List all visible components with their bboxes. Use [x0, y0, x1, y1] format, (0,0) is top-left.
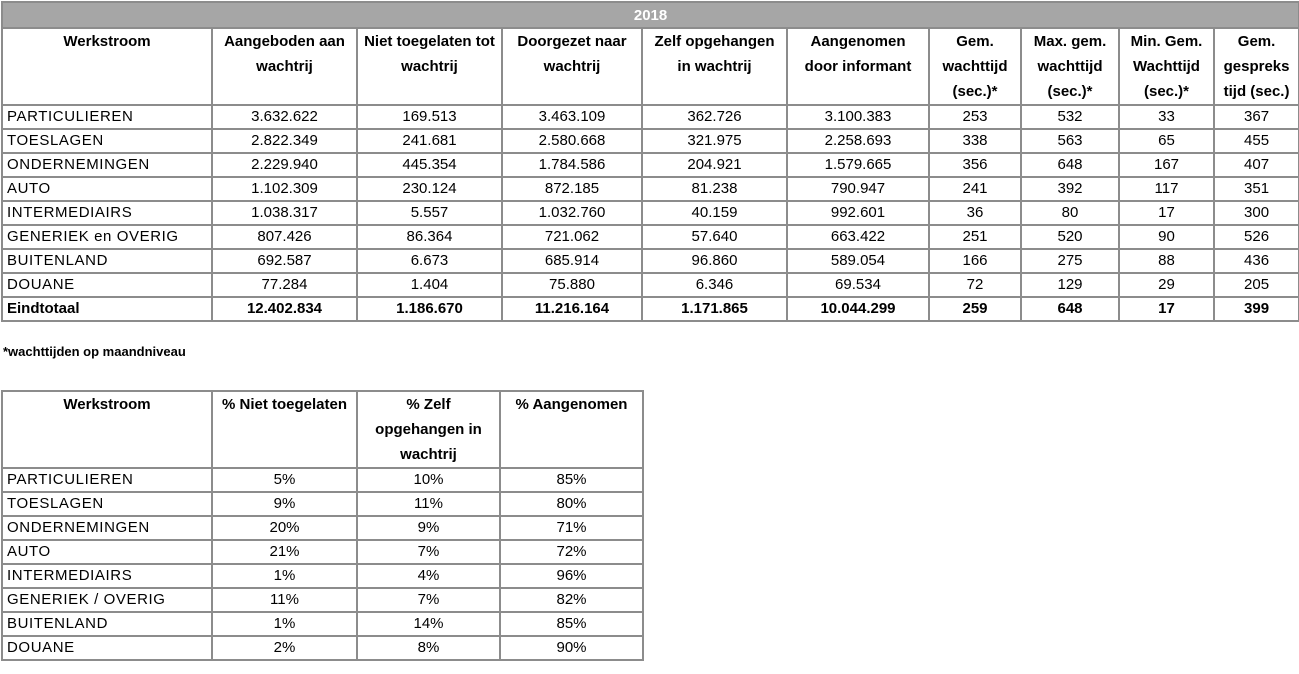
table-row — [2, 468, 643, 492]
table-row — [2, 564, 643, 588]
cell-value: 88 — [1119, 249, 1214, 273]
cell-value: 85% — [500, 612, 643, 636]
col-header-zelf-opgehangen: Zelf opgehangen in wachtrij — [642, 28, 787, 105]
cell-value: 3.463.109 — [502, 105, 642, 129]
row-label: PARTICULIEREN — [2, 105, 212, 129]
cell-value: 241.681 — [357, 129, 502, 153]
col-header-aangenomen: Aangenomen door informant — [787, 28, 929, 105]
row-label: AUTO — [2, 540, 212, 564]
cell-value: 1% — [212, 612, 357, 636]
cell-value: 33 — [1119, 105, 1214, 129]
cell-value: 1.404 — [357, 273, 502, 297]
cell-value: 338 — [929, 129, 1021, 153]
row-label: PARTICULIEREN — [2, 468, 212, 492]
col-header-aangeboden: Aangeboden aan wachtrij — [212, 28, 357, 105]
cell-value: 5% — [212, 468, 357, 492]
row-label: GENERIEK en OVERIG — [2, 225, 212, 249]
cell-value: 85% — [500, 468, 643, 492]
cell-value: 72% — [500, 540, 643, 564]
cell-value: 3.100.383 — [787, 105, 929, 129]
table-row — [2, 492, 643, 516]
cell-value: 82% — [500, 588, 643, 612]
cell-value: 356 — [929, 153, 1021, 177]
cell-value: 205 — [1214, 273, 1299, 297]
cell-value: 1.032.760 — [502, 201, 642, 225]
table-row — [2, 516, 643, 540]
cell-value: 21% — [212, 540, 357, 564]
cell-value: 117 — [1119, 177, 1214, 201]
table-row — [2, 636, 643, 660]
percentage-table — [1, 390, 644, 661]
cell-value: 300 — [1214, 201, 1299, 225]
cell-value: 241 — [929, 177, 1021, 201]
cell-value: 166 — [929, 249, 1021, 273]
cell-value: 445.354 — [357, 153, 502, 177]
cell-value: 367 — [1214, 105, 1299, 129]
cell-value: 96.860 — [642, 249, 787, 273]
cell-value: 80% — [500, 492, 643, 516]
cell-value: 29 — [1119, 273, 1214, 297]
cell-value: 6.346 — [642, 273, 787, 297]
cell-value: 80 — [1021, 201, 1119, 225]
table-row — [2, 153, 1299, 177]
cell-value: 14% — [357, 612, 500, 636]
cell-value: 7% — [357, 540, 500, 564]
cell-value: 692.587 — [212, 249, 357, 273]
table-row — [2, 105, 1299, 129]
cell-value: 807.426 — [212, 225, 357, 249]
row-label: TOESLAGEN — [2, 129, 212, 153]
col-header-pct-niet-toegelaten: % Niet toegelaten — [212, 391, 357, 468]
table-row — [2, 540, 643, 564]
cell-value: 11.216.164 — [502, 297, 642, 321]
cell-value: 526 — [1214, 225, 1299, 249]
wachtrij-statistics-table — [1, 1, 1299, 322]
footnote: *wachttijden op maandniveau — [3, 344, 186, 359]
cell-value: 9% — [212, 492, 357, 516]
cell-value: 86.364 — [357, 225, 502, 249]
cell-value: 7% — [357, 588, 500, 612]
cell-value: 992.601 — [787, 201, 929, 225]
row-label: GENERIEK / OVERIG — [2, 588, 212, 612]
cell-value: 69.534 — [787, 273, 929, 297]
cell-value: 9% — [357, 516, 500, 540]
cell-value: 399 — [1214, 297, 1299, 321]
cell-value: 10.044.299 — [787, 297, 929, 321]
cell-value: 2.822.349 — [212, 129, 357, 153]
cell-value: 20% — [212, 516, 357, 540]
cell-value: 275 — [1021, 249, 1119, 273]
cell-value: 321.975 — [642, 129, 787, 153]
cell-value: 663.422 — [787, 225, 929, 249]
cell-value: 563 — [1021, 129, 1119, 153]
cell-value: 259 — [929, 297, 1021, 321]
cell-value: 872.185 — [502, 177, 642, 201]
cell-value: 721.062 — [502, 225, 642, 249]
cell-value: 1% — [212, 564, 357, 588]
cell-value: 1.186.670 — [357, 297, 502, 321]
cell-value: 685.914 — [502, 249, 642, 273]
row-label: ONDERNEMINGEN — [2, 153, 212, 177]
cell-value: 8% — [357, 636, 500, 660]
cell-value: 3.632.622 — [212, 105, 357, 129]
col-header-werkstroom: Werkstroom — [2, 391, 212, 468]
cell-value: 17 — [1119, 297, 1214, 321]
total-row — [2, 297, 1299, 321]
table-row — [2, 201, 1299, 225]
cell-value: 40.159 — [642, 201, 787, 225]
cell-value: 2.229.940 — [212, 153, 357, 177]
cell-value: 532 — [1021, 105, 1119, 129]
cell-value: 1.579.665 — [787, 153, 929, 177]
cell-value: 169.513 — [357, 105, 502, 129]
table-row — [2, 612, 643, 636]
header-row — [2, 391, 643, 468]
cell-value: 36 — [929, 201, 1021, 225]
cell-value: 57.640 — [642, 225, 787, 249]
col-header-max-wachttijd: Max. gem. wachttijd (sec.)* — [1021, 28, 1119, 105]
cell-value: 2.580.668 — [502, 129, 642, 153]
cell-value: 17 — [1119, 201, 1214, 225]
cell-value: 77.284 — [212, 273, 357, 297]
col-header-werkstroom: Werkstroom — [2, 28, 212, 105]
row-label: ONDERNEMINGEN — [2, 516, 212, 540]
row-label: DOUANE — [2, 636, 212, 660]
cell-value: 351 — [1214, 177, 1299, 201]
table-row — [2, 588, 643, 612]
table-row — [2, 129, 1299, 153]
col-header-pct-zelf-opgehangen: % Zelf opgehangen in wachtrij — [357, 391, 500, 468]
year-title: 2018 — [2, 2, 1299, 28]
row-label: TOESLAGEN — [2, 492, 212, 516]
cell-value: 648 — [1021, 153, 1119, 177]
cell-value: 362.726 — [642, 105, 787, 129]
cell-value: 90 — [1119, 225, 1214, 249]
col-header-gem-wachttijd: Gem. wachttijd (sec.)* — [929, 28, 1021, 105]
table-row — [2, 249, 1299, 273]
cell-value: 392 — [1021, 177, 1119, 201]
cell-value: 167 — [1119, 153, 1214, 177]
col-header-niet-toegelaten: Niet toegelaten tot wachtrij — [357, 28, 502, 105]
cell-value: 407 — [1214, 153, 1299, 177]
cell-value: 11% — [212, 588, 357, 612]
cell-value: 90% — [500, 636, 643, 660]
row-label: DOUANE — [2, 273, 212, 297]
table-row — [2, 177, 1299, 201]
table-row — [2, 273, 1299, 297]
cell-value: 11% — [357, 492, 500, 516]
table-row — [2, 225, 1299, 249]
row-label: Eindtotaal — [2, 297, 212, 321]
cell-value: 230.124 — [357, 177, 502, 201]
cell-value: 520 — [1021, 225, 1119, 249]
cell-value: 436 — [1214, 249, 1299, 273]
cell-value: 4% — [357, 564, 500, 588]
cell-value: 1.102.309 — [212, 177, 357, 201]
cell-value: 10% — [357, 468, 500, 492]
cell-value: 65 — [1119, 129, 1214, 153]
row-label: BUITENLAND — [2, 249, 212, 273]
col-header-doorgezet: Doorgezet naar wachtrij — [502, 28, 642, 105]
cell-value: 2% — [212, 636, 357, 660]
cell-value: 648 — [1021, 297, 1119, 321]
row-label: BUITENLAND — [2, 612, 212, 636]
cell-value: 589.054 — [787, 249, 929, 273]
cell-value: 1.784.586 — [502, 153, 642, 177]
cell-value: 204.921 — [642, 153, 787, 177]
cell-value: 1.171.865 — [642, 297, 787, 321]
cell-value: 71% — [500, 516, 643, 540]
cell-value: 455 — [1214, 129, 1299, 153]
cell-value: 790.947 — [787, 177, 929, 201]
cell-value: 75.880 — [502, 273, 642, 297]
col-header-gespreks-tijd: Gem. gespreks tijd (sec.) — [1214, 28, 1299, 105]
cell-value: 12.402.834 — [212, 297, 357, 321]
cell-value: 1.038.317 — [212, 201, 357, 225]
cell-value: 72 — [929, 273, 1021, 297]
col-header-pct-aangenomen: % Aangenomen — [500, 391, 643, 468]
header-row — [2, 28, 1299, 105]
cell-value: 5.557 — [357, 201, 502, 225]
row-label: AUTO — [2, 177, 212, 201]
cell-value: 81.238 — [642, 177, 787, 201]
row-label: INTERMEDIAIRS — [2, 564, 212, 588]
cell-value: 129 — [1021, 273, 1119, 297]
cell-value: 96% — [500, 564, 643, 588]
cell-value: 2.258.693 — [787, 129, 929, 153]
cell-value: 251 — [929, 225, 1021, 249]
cell-value: 6.673 — [357, 249, 502, 273]
col-header-min-wachttijd: Min. Gem. Wachttijd (sec.)* — [1119, 28, 1214, 105]
row-label: INTERMEDIAIRS — [2, 201, 212, 225]
cell-value: 253 — [929, 105, 1021, 129]
